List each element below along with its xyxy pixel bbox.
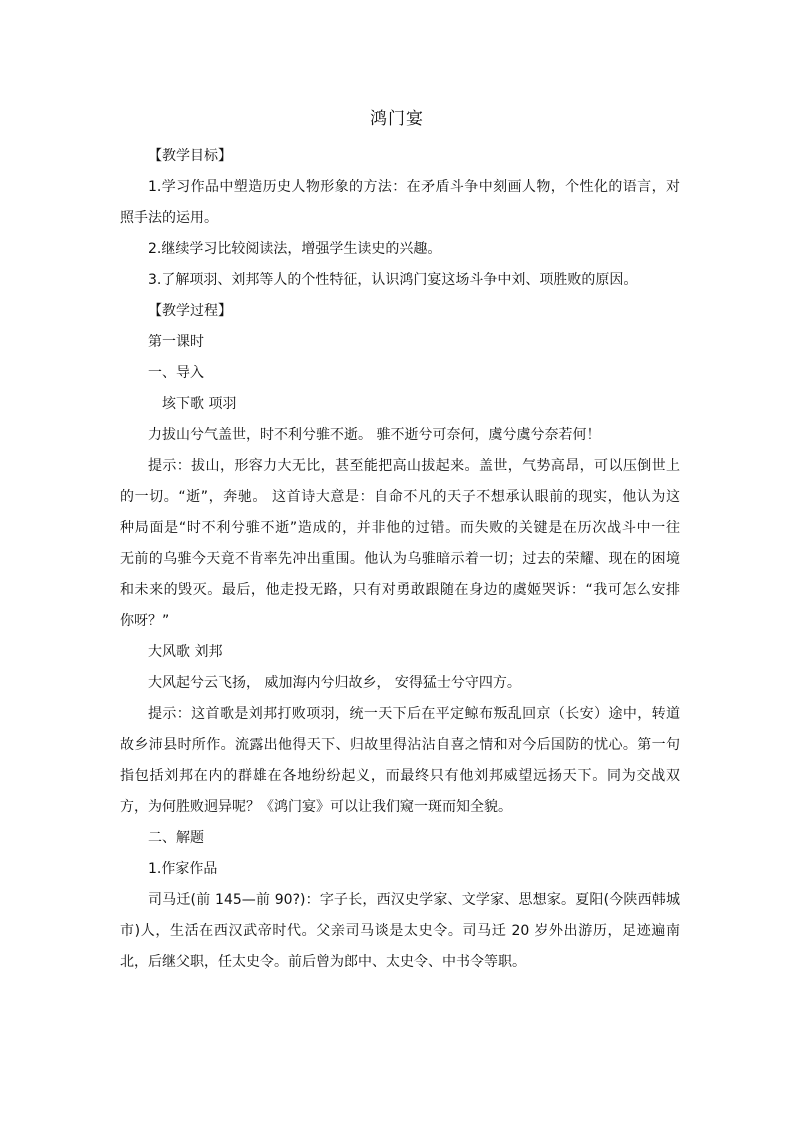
section-heading-process: 【教学过程】 [148, 303, 232, 319]
subheading-author-works: 1.作家作品 [148, 861, 218, 877]
objective-2: 2.继续学习比较阅读法，增强学生读史的兴趣。 [148, 241, 442, 257]
poem-title-dafeng: 大风歌 刘邦 [148, 644, 223, 660]
hint-gaixia-line-2: 的一切。“逝”，奔驰。 这首诗大意是：自命不凡的天子不想承认眼前的现实，他认为这 [120, 489, 680, 505]
section-heading-objectives: 【教学目标】 [148, 148, 232, 164]
hint-gaixia-line-6: 你呀？” [120, 613, 170, 629]
hint-dafeng-line-4: 方，为何胜败迥异呢？《鸿门宴》可以让我们窥一斑而知全貌。 [120, 799, 512, 815]
lesson-label: 第一课时 [148, 334, 204, 350]
poem-text-dafeng: 大风起兮云飞扬， 威加海内兮归故乡， 安得猛士兮守四方。 [148, 675, 521, 691]
hint-gaixia-line-3: 种局面是“时不利兮骓不逝”造成的，并非他的过错。而失败的关键是在历次战斗中一往 [120, 520, 680, 536]
poem-title-gaixia: 垓下歌 项羽 [162, 396, 237, 412]
hint-dafeng-line-2: 故乡沛县时所作。流露出他得天下、归故里得沾沾自喜之情和对今后国防的忧心。第一句 [120, 737, 680, 753]
hint-gaixia-line-4: 无前的乌骓今天竟不肯率先冲出重围。他认为乌骓暗示着一切；过去的荣耀、现在的困境 [120, 551, 680, 567]
hint-dafeng-line-1: 提示：这首歌是刘邦打败项羽，统一天下后在平定鲸布叛乱回京（长安）途中，转道 [148, 706, 680, 722]
subheading-title-explanation: 二、解题 [148, 830, 204, 846]
document-title: 鸿门宴 [370, 109, 424, 129]
hint-gaixia-line-5: 和未来的毁灭。最后，他走投无路，只有对勇敢跟随在身边的虞姬哭诉：“我可怎么安排 [120, 582, 680, 598]
hint-dafeng-line-3: 指包括刘邦在内的群雄在各地纷纷起义，而最终只有他刘邦威望远扬天下。同为交战双 [120, 768, 680, 784]
objective-3: 3.了解项羽、刘邦等人的个性特征，认识鸿门宴这场斗争中刘、项胜败的原因。 [148, 272, 638, 288]
objective-1-line-2: 照手法的运用。 [120, 210, 218, 226]
author-bio-line-3: 北，后继父职，任太史令。前后曾为郎中、太史令、中书令等职。 [120, 954, 526, 970]
poem-text-gaixia: 力拔山兮气盖世，时不利兮骓不逝。 骓不逝兮可奈何，虞兮虞兮奈若何！ [148, 427, 601, 443]
author-bio-line-1: 司马迁(前 145—前 90?)：字子长，西汉史学家、文学家、思想家。夏阳(今陕西韩城 [148, 892, 680, 908]
author-bio-line-2: 市)人，生活在西汉武帝时代。父亲司马谈是太史令。司马迁 20 岁外出游历，足迹遍南 [120, 923, 680, 939]
subheading-introduction: 一、导入 [148, 365, 204, 381]
objective-1-line-1: 1.学习作品中塑造历史人物形象的方法：在矛盾斗争中刻画人物，个性化的语言，对 [148, 179, 680, 195]
hint-gaixia-line-1: 提示：拔山，形容力大无比，甚至能把高山拔起来。盖世，气势高昂，可以压倒世上 [148, 458, 680, 474]
